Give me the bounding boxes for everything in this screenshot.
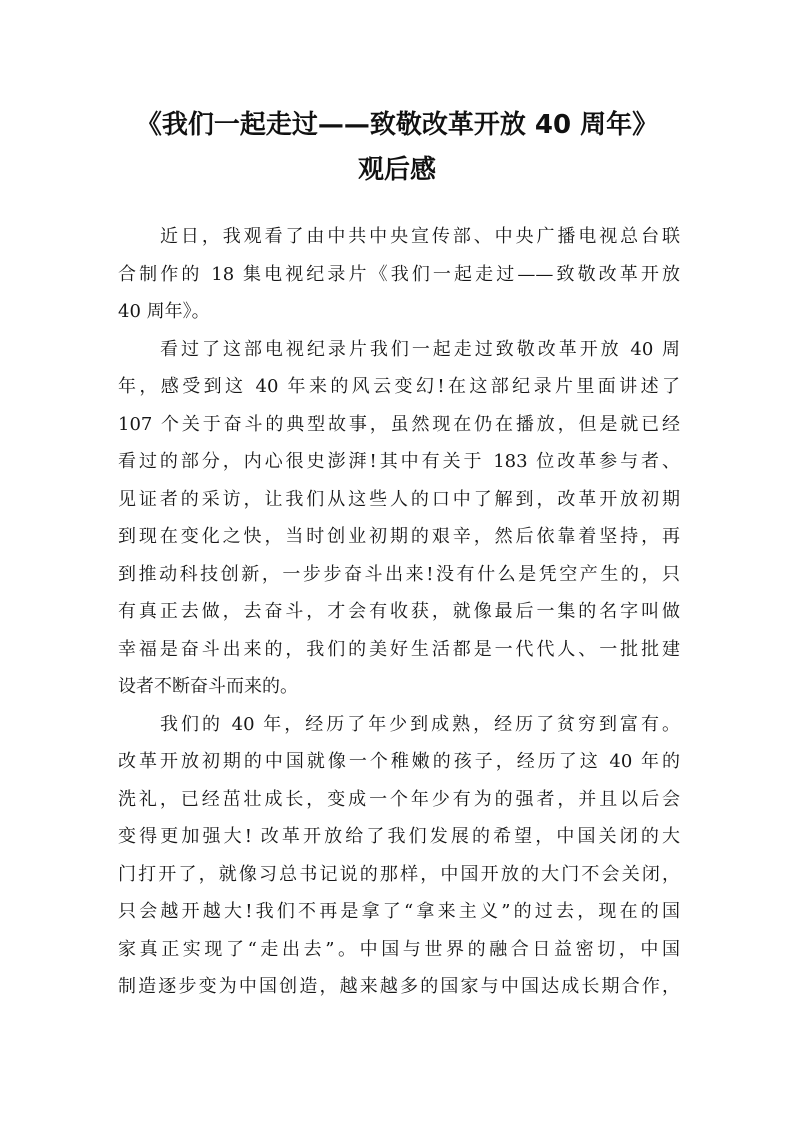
paragraph-2-line: 到现在变化之快，当时创业初期的艰辛，然后依靠着坚持，再 — [118, 526, 680, 547]
paragraph-3-line: 我们的 40 年，经历了年少到成熟，经历了贫穷到富有。 — [160, 713, 680, 735]
document-title-line-1: 《我们一起走过——致敬改革开放 40 周年》 — [135, 110, 659, 140]
paragraph-2-line: 年，感受到这 40 年来的风云变幻!在这部纪录片里面讲述了 — [118, 376, 680, 397]
paragraph-2-line: 幸福是奋斗出来的，我们的美好生活都是一代代人、一批批建 — [118, 638, 680, 660]
paragraph-1-line: 40 周年》。 — [118, 301, 210, 322]
paragraph-2-line: 到推动科技创新，一步步奋斗出来!没有什么是凭空产生的，只 — [118, 563, 680, 585]
paragraph-3-line: 门打开了，就像习总书记说的那样，中国开放的大门不会关闭， — [118, 863, 680, 885]
paragraph-1-line: 合制作的 18 集电视纪录片《我们一起走过——致敬改革开放 — [118, 263, 680, 285]
paragraph-2-line: 107 个关于奋斗的典型故事，虽然现在仍在播放，但是就已经 — [118, 413, 680, 435]
paragraph-2-line: 设者不断奋斗而来的。 — [118, 676, 298, 697]
paragraph-3-line: 只会越开越大!我们不再是拿了“拿来主义”的过去，现在的国 — [118, 901, 680, 922]
paragraph-3-line: 家真正实现了“走出去”。中国与世界的融合日益密切，中国 — [118, 938, 680, 960]
paragraph-2-line: 看过的部分，内心很史澎湃!其中有关于 183 位改革参与者、 — [118, 451, 680, 472]
paragraph-1-line: 近日，我观看了由中共中央宣传部、中央广播电视总台联 — [160, 226, 680, 247]
paragraph-3-line: 制造逐步变为中国创造，越来越多的国家与中国达成长期合作， — [118, 976, 680, 997]
paragraph-3-line: 变得更加强大! 改革开放给了我们发展的希望，中国关闭的大 — [118, 826, 680, 847]
paragraph-3-line: 改革开放初期的中国就像一个稚嫩的孩子，经历了这 40 年的 — [118, 751, 680, 772]
paragraph-3-line: 洗礼，已经茁壮成长，变成一个年少有为的强者，并且以后会 — [118, 788, 680, 810]
paragraph-2-line: 有真正去做，去奋斗，才会有收获，就像最后一集的名字叫做 — [118, 601, 680, 622]
document-title-line-2: 观后感 — [357, 155, 436, 185]
paragraph-2-line: 看过了这部电视纪录片我们一起走过致敬改革开放 40 周 — [160, 338, 680, 360]
document-body — [118, 218, 680, 1006]
paragraph-2-line: 见证者的采访，让我们从这些人的口中了解到，改革开放初期 — [118, 488, 680, 510]
